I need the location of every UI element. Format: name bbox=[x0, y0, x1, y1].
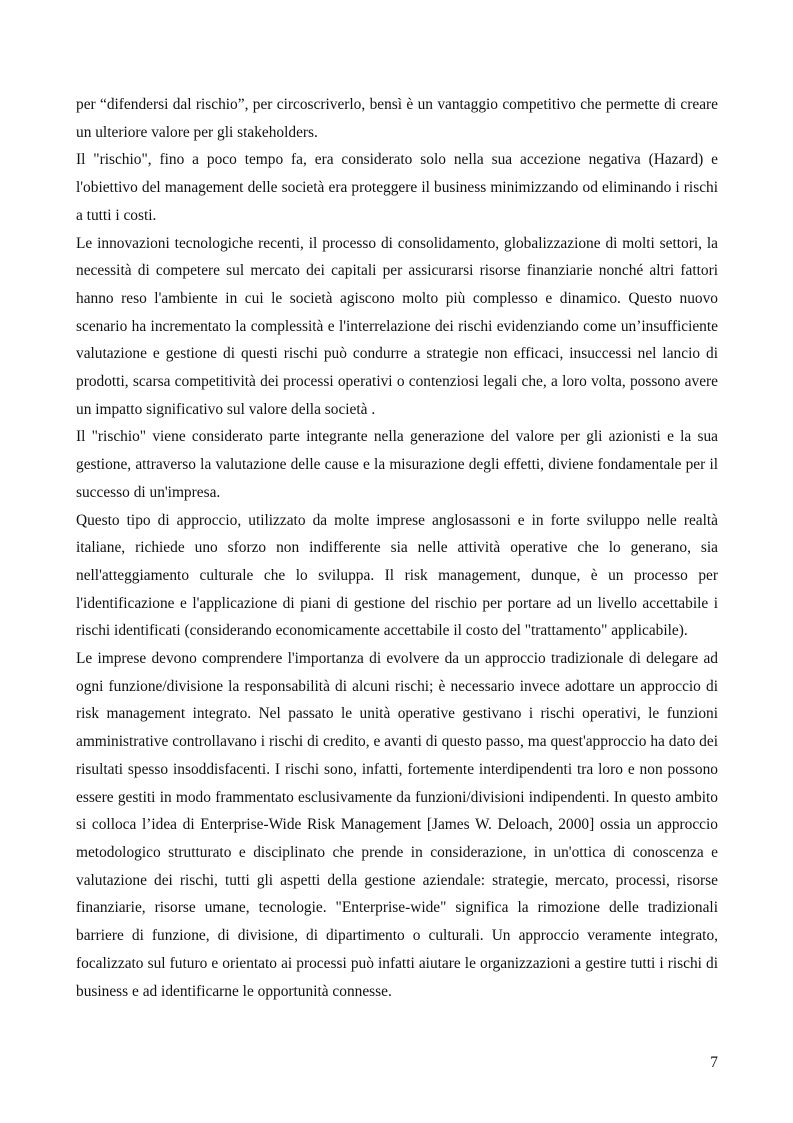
page-number: 7 bbox=[710, 1054, 718, 1071]
paragraph-2: Il "rischio", fino a poco tempo fa, era considerato solo nella sua accezione negativa (Hazard) e l'obiettivo del management delle società era proteggere il business minimizzando od eliminando i rischi a tutti i costi. bbox=[76, 151, 718, 224]
document-body bbox=[76, 91, 718, 1005]
paragraph-5: Questo tipo di approccio, utilizzato da molte imprese anglosassoni e in forte sviluppo nelle realtà italiane, richiede uno sforzo non indifferente sia nelle attività operative che lo generano, sia nell'atteggiamento culturale che lo sviluppa. Il risk management, dunque, è un processo per l'identificazione e l'applicazione di piani di gestione del rischio per portare ad un livello accettabile i rischi identificati (considerando economicamente accettabile il costo del "trattamento" applicabile). bbox=[76, 511, 718, 640]
paragraph-4: Il "rischio" viene considerato parte integrante nella generazione del valore per gli azionisti e la sua gestione, attraverso la valutazione delle cause e la misurazione degli effetti, diviene fondamentale per il successo di un'impresa. bbox=[76, 428, 718, 501]
paragraph-1: per “difendersi dal rischio”, per circoscriverlo, bensì è un vantaggio competitivo che permette di creare un ulteriore valore per gli stakeholders. bbox=[76, 96, 718, 141]
paragraph-6: Le imprese devono comprendere l'importanza di evolvere da un approccio tradizionale di delegare ad ogni funzione/divisione la responsabilità di alcuni rischi; è necessario invece adottare un approccio di risk management integrato. Nel passato le unità operative gestivano i rischi operativi, le funzioni amministrative controllavano i rischi di credito, e avanti di questo passo, ma quest'approccio ha dato dei risultati spesso insoddisfacenti. I rischi sono, infatti, fortemente interdipendenti tra loro e non possono essere gestiti in modo frammentato esclusivamente da funzioni/divisioni indipendenti. In questo ambito si colloca l’idea di Enterprise-Wide Risk Management [James W. Deloach, 2000] ossia un approccio metodologico strutturato e disciplinato che prende in considerazione, in un'ottica di conoscenza e valutazione dei rischi, tutti gli aspetti della gestione aziendale: strategie, mercato, processi, risorse finanziarie, risorse umane, tecnologie. "Enterprise-wide" significa la rimozione delle tradizionali barriere di funzione, di divisione, di dipartimento o culturali. Un approccio veramente integrato, focalizzato sul futuro e orientato ai processi può infatti aiutare le organizzazioni a gestire tutti i rischi di business e ad identificarne le opportunità connesse. bbox=[76, 650, 718, 1000]
paragraph-3: Le innovazioni tecnologiche recenti, il processo di consolidamento, globalizzazione di molti settori, la necessità di competere sul mercato dei capitali per assicurarsi risorse finanziarie nonché altri fattori hanno reso l'ambiente in cui le società agiscono molto più complesso e dinamico. Questo nuovo scenario ha incrementato la complessità e l'interrelazione dei rischi evidenziando come un’insufficiente valutazione e gestione di questi rischi può condurre a strategie non efficaci, insuccessi nel lancio di prodotti, scarsa competitività dei processi operativi o contenziosi legali che, a loro volta, possono avere un impatto significativo sul valore della società . bbox=[76, 234, 718, 418]
